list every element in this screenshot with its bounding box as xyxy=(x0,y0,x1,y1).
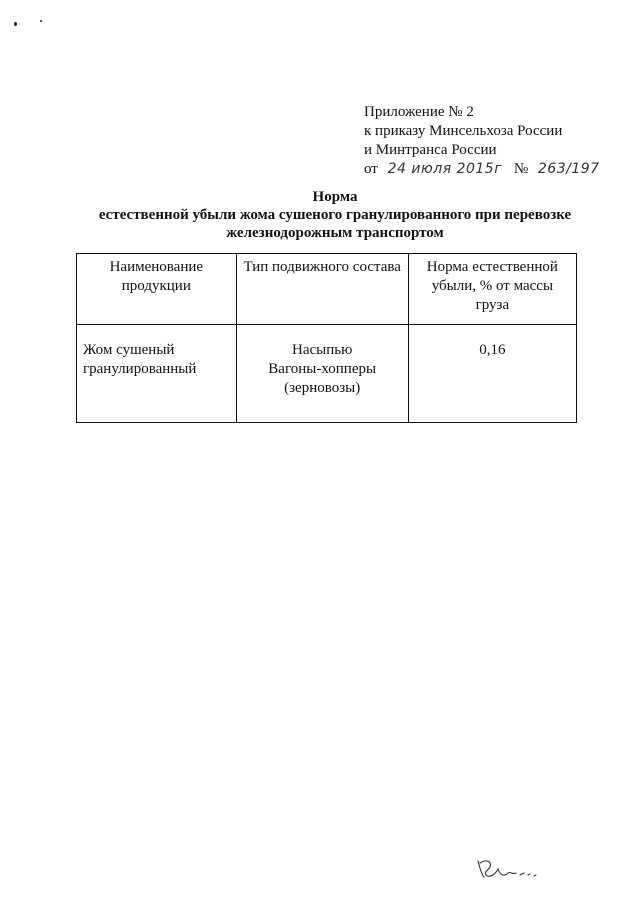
handwritten-number: 263/197 xyxy=(537,161,600,177)
table-row xyxy=(77,325,577,423)
from-label: от xyxy=(364,161,378,177)
header-rolling-stock: Тип подвижного состава xyxy=(236,254,408,325)
handwritten-signature-icon xyxy=(474,855,554,881)
appendix-ministry-line: и Минтранса России xyxy=(364,142,497,158)
norm-table xyxy=(76,253,577,423)
document-title xyxy=(60,188,610,242)
appendix-order-line: к приказу Минсельхоза России xyxy=(364,123,563,139)
title-line-1: Норма xyxy=(312,189,358,205)
handwritten-date: 24 июля 2015г xyxy=(387,161,503,177)
cell-norm: 0,16 xyxy=(408,325,576,423)
title-line-2: естественной убыли жома сушеного гранулированного при перевозке xyxy=(98,207,572,223)
header-norm: Норма естественной убыли, % от массы груза xyxy=(408,254,576,325)
cell-rolling-stock: Насыпью Вагоны-хопперы (зерновозы) xyxy=(236,325,408,423)
header-product: Наименование продукции xyxy=(77,254,237,325)
appendix-title: Приложение № 2 xyxy=(364,104,474,120)
title-line-3: железнодорожным транспортом xyxy=(226,225,444,241)
cell-product: Жом сушеный гранулированный xyxy=(77,325,237,423)
number-label: № xyxy=(513,161,529,177)
table-header-row xyxy=(77,254,577,325)
appendix-date-number-line xyxy=(364,160,634,179)
appendix-header xyxy=(364,103,634,179)
